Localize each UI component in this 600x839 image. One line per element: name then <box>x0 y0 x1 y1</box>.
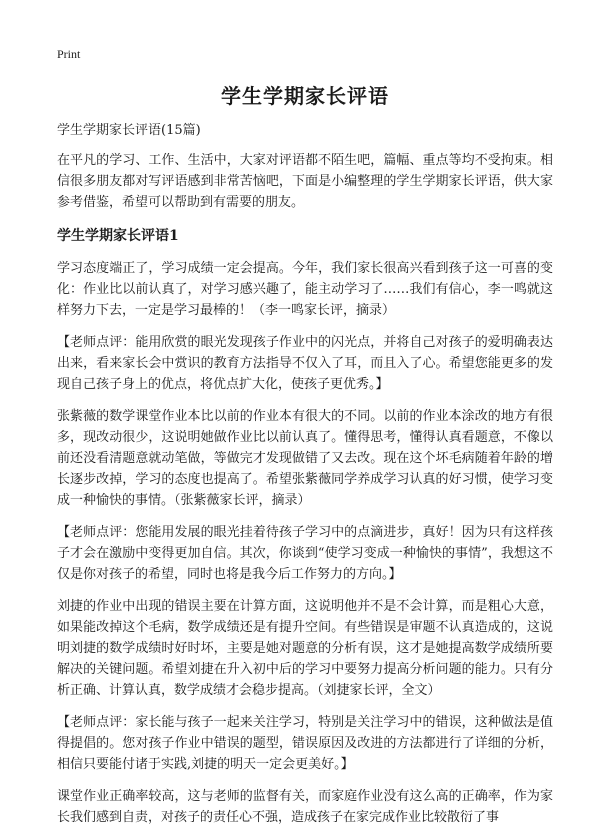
print-link[interactable]: Print <box>57 47 81 61</box>
article-body <box>57 121 553 839</box>
paragraph-teacher-comment-3: 【老师点评：家长能与孩子一起来关注学习，特别是关注学习中的错误，这种做法是值得提倡的。您对孩子作业中错误的题型，错误原因及改进的方法都进行了详细的分析，相信只要能付诸于实践,刘捷的明天一定会更美好。】 <box>57 715 553 772</box>
intro-paragraph: 在平凡的学习、工作、生活中，大家对评语都不陌生吧，篇幅、重点等均不受拘束。相信很多朋友都对写评语感到非常苦恼吧，下面是小编整理的学生学期家长评语，供大家参考借鉴，希望可以帮助到有需要的朋友。 <box>57 153 553 210</box>
paragraph-parent-comment-1: 学习态度端正了，学习成绩一定会提高。今年，我们家长很高兴看到孩子这一可喜的变化：作业比以前认真了，对学习感兴趣了，能主动学习了……我们有信心，李一鸣就这样努力下去，一定是学习最棒的！（李一鸣家长评，摘录） <box>57 261 553 318</box>
paragraph-parent-comment-3: 刘捷的作业中出现的错误主要在计算方面，这说明他并不是不会计算，而是粗心大意，如果能改掉这个毛病，数学成绩还是有提升空间。有些错误是审题不认真造成的，这说明刘捷的数学成绩时好时坏，主要是她对题意的分析有误，这才是她提高数学成绩所要解决的关键问题。希望刘捷在升入初中后的学习中要努力提高分析问题的能力。只有分析正确、计算认真，数学成绩才会稳步提高。（刘捷家长评，全文） <box>57 599 553 698</box>
document-subtitle: 学生学期家长评语(15篇) <box>57 123 201 138</box>
paragraph-parent-comment-2: 张紫薇的数学课堂作业本比以前的作业本有很大的不同。以前的作业本涂改的地方有很多，现改动很少，这说明她做作业比以前认真了。懂得思考，懂得认真看题意，不像以前还没看清题意就动笔做，等做完才发现做错了又去改。现在这个坏毛病随着年龄的增长逐步改掉，学习的态度也提高了。希望张紫薇同学养成学习认真的好习惯，使学习变成一种愉快的事情。（张紫薇家长评，摘录） <box>57 409 553 508</box>
page-title: 学生学期家长评语 <box>221 84 389 108</box>
section-heading: 学生学期家长评语1 <box>57 228 179 244</box>
paragraph-teacher-comment-1: 【老师点评：能用欣赏的眼光发现孩子作业中的闪光点，并将自己对孩子的爱明确表达出来，看来家长会中赏识的教育方法指导不仅入了耳，而且入了心。希望您能更多的发现自己孩子身上的优点，将优点扩大化，使孩子更优秀。】 <box>57 335 553 392</box>
paragraph-teacher-comment-2: 【老师点评：您能用发展的眼光挂着待孩子学习中的点滴进步，真好！因为只有这样孩子才会在激励中变得更加自信。其次，你谈到“使学习变成一种愉快的事情”，我想这不仅是你对孩子的希望，同时也将是我今后工作努力的方向。】 <box>57 525 553 582</box>
paragraph-parent-comment-4: 课堂作业正确率较高，这与老师的监督有关，而家庭作业没有这么高的正确率，作为家长我们感到自责，对孩子的责任心不强，造成孩子在家完成作业比较散衍了事 <box>57 789 553 825</box>
